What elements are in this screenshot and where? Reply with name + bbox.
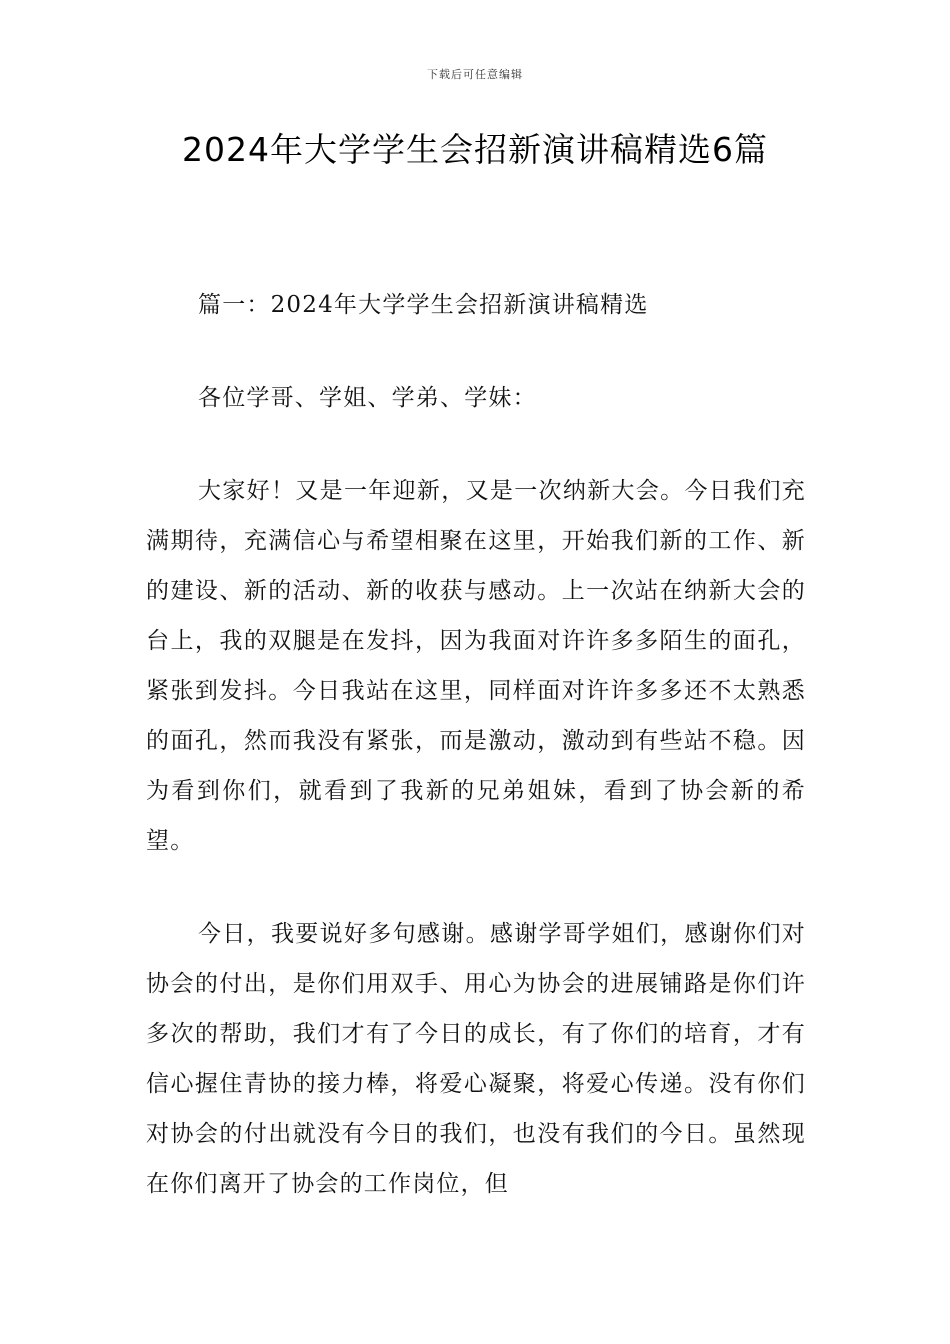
header-note: 下载后可任意编辑	[427, 68, 523, 81]
document-title: 2024年大学学生会招新演讲稿精选6篇	[182, 130, 768, 169]
document-body	[146, 280, 806, 1209]
salutation: 各位学哥、学姐、学弟、学妹：	[198, 385, 537, 411]
body-paragraph: 大家好！又是一年迎新，又是一次纳新大会。今日我们充满期待，充满信心与希望相聚在这里，开始我们新的工作、新的建设、新的活动、新的收获与感动。上一次站在纳新大会的台上，我的双腿是在发抖，因为我面对许许多多陌生的面孔，紧张到发抖。今日我站在这里，同样面对许许多多还不太熟悉的面孔，然而我没有紧张，而是激动，激动到有些站不稳。因为看到你们，就看到了我新的兄弟姐妹，看到了协会新的希望。	[146, 478, 806, 854]
body-paragraph: 今日，我要说好多句感谢。感谢学哥学姐们，感谢你们对协会的付出，是你们用双手、用心为协会的进展铺路是你们许多次的帮助，我们才有了今日的成长，有了你们的培育，才有信心握住青协的接力棒，将爱心凝聚，将爱心传递。没有你们对协会的付出就没有今日的我们，也没有我们的今日。虽然现在你们离开了协会的工作岗位，但	[146, 921, 806, 1197]
section-heading: 篇一：2024年大学学生会招新演讲稿精选	[198, 292, 649, 318]
